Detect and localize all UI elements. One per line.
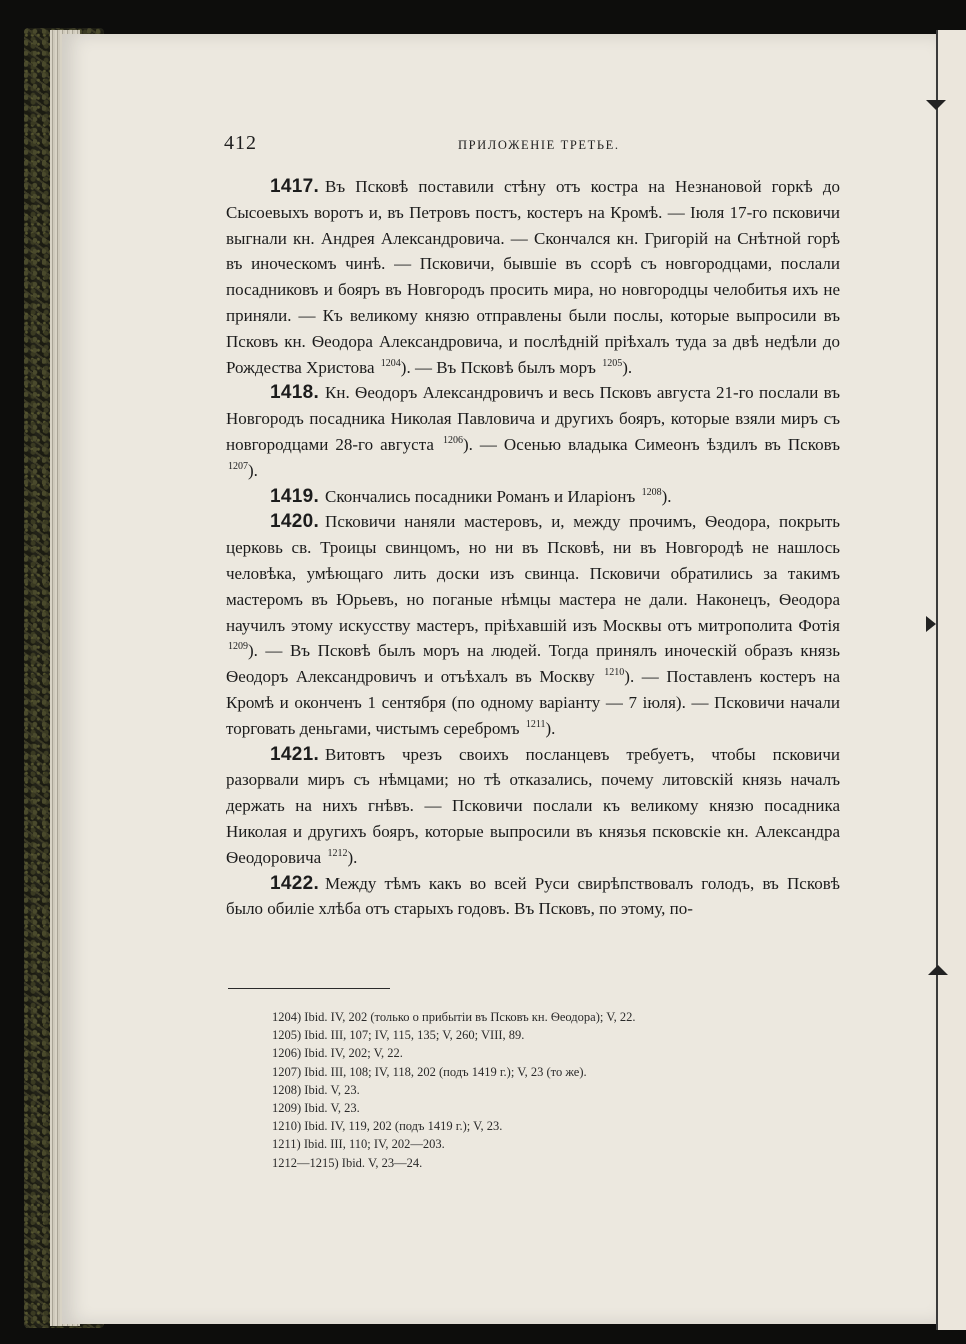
footnote-ref[interactable]: 1210 <box>604 667 625 679</box>
entry-1422 <box>226 871 840 923</box>
entry-text: ). — Въ Псковѣ былъ моръ на людей. Тогда принялъ иноческій образъ князь Ѳеодоръ Александровичъ и отъѣхалъ въ Москву <box>226 641 840 687</box>
footnote: 1204) Ibid. IV, 202 (только о прибытіи въ Псковъ кн. Ѳеодора); V, 22. <box>272 1010 636 1024</box>
page-number: 412 <box>224 132 257 154</box>
entry-year: 1417. <box>270 176 320 197</box>
entry-text: Витовтъ чрезъ своихъ посланцевъ требуетъ, чтобы псковичи разорвали миръ съ нѣмцами; но тѣ отказались, почему литовскій князь началъ держать на нихъ гнѣвъ. — Псковичи послали къ великому князю посадника Николая и другихъ бояръ, которые выпросили въ князья псковскіе кн. Александра Ѳеодоровича <box>226 744 840 867</box>
footnote: 1211) Ibid. III, 110; IV, 202—203. <box>272 1137 445 1152</box>
binding-mark-bottom <box>928 965 948 975</box>
entry-text: Въ Псковѣ поставили стѣну отъ костра на Незнановой горкѣ до Сысоевыхъ воротъ и, въ Петровъ постъ, костеръ на Кромѣ. — Іюля 17-го псковичи выгнали кн. Андрея Александровича. — Скончался кн. Григорій на Снѣтной горѣ въ иноческомъ чинѣ. — Псковичи, бывшіе въ ссорѣ съ новгородцами, послали посадниковъ и бояръ въ Новгородъ просить мира, но новгородцы челобитья ихъ не приняли. — Къ великому князю отправлены были послы, которые выпросили въ Псковъ кн. Ѳеодора Александровича, и послѣдній пріѣхалъ туда за двѣ недѣли до Рождества Христова <box>226 177 840 377</box>
footnote: 1212—1215) Ibid. V, 23—24. <box>272 1155 423 1170</box>
entry-year: 1418. <box>270 382 320 404</box>
running-title: ПРИЛОЖЕНІЕ ТРЕТЬЕ. <box>458 138 620 152</box>
entry-text: ). — Поставленъ костеръ на Кромѣ и оконченъ 1 сентября (по одному варіанту — 7 іюля). — Псковичи начали торговать деньгами, чистымъ серебромъ <box>226 667 840 738</box>
entry-year: 1421. <box>270 743 320 765</box>
entry-text: Псковичи наняли мастеровъ, и, между прочимъ, Ѳеодора, покрыть церковь св. Троицы свинцомъ, но ни въ Псковѣ, ни въ Новгородѣ не нашлось человѣка, умѣющаго лить доски изъ свинца. Псковичи обратились за такимъ мастеромъ въ Юрьевъ, но поганые нѣмцы мастера не дали. Наконецъ, Ѳеодора научилъ этому искусству мастеръ, пріѣхавшій изъ Москвы отъ митрополита Фотія <box>226 512 840 635</box>
entry-text: ). <box>248 460 258 480</box>
footnote-ref[interactable]: 1211 <box>525 718 546 730</box>
footnotes <box>272 1008 832 1172</box>
entry-text: ). <box>622 357 633 377</box>
footnote-divider <box>228 988 390 989</box>
next-page-edge <box>936 30 966 1330</box>
footnote-ref[interactable]: 1207 <box>228 460 248 472</box>
main-text <box>226 174 840 922</box>
entry-year: 1419. <box>270 485 320 507</box>
entry-text: ). <box>661 486 672 506</box>
entry-text: Скончались посадники Романъ и Иларіонъ <box>325 486 640 506</box>
entry-text: ). <box>545 718 556 738</box>
footnote: 1207) Ibid. III, 108; IV, 118, 202 (подъ 1419 г.); V, 23 (то же). <box>272 1064 587 1079</box>
footnote-ref[interactable]: 1204 <box>380 357 401 369</box>
binding-mark-middle <box>926 616 936 632</box>
entry-1417 <box>226 174 840 380</box>
footnote-ref[interactable]: 1209 <box>228 641 248 653</box>
footnote: 1208) Ibid. V, 23. <box>272 1082 360 1097</box>
footnote-ref[interactable]: 1212 <box>327 847 348 859</box>
entry-text: ). — Осенью владыка Симеонъ ѣздилъ въ Псковъ <box>462 434 840 454</box>
entry-1420 <box>226 509 840 741</box>
entry-1419 <box>226 484 840 510</box>
binding-mark-top <box>926 100 946 110</box>
entry-year: 1422. <box>270 872 320 894</box>
footnote-ref[interactable]: 1206 <box>442 434 463 446</box>
entry-text: ). — Въ Псковѣ былъ моръ <box>400 357 601 377</box>
entry-text: Кн. Ѳеодоръ Александровичъ и весь Псковъ августа 21-го послали въ Новгородъ посадника Николая Павловича и другихъ бояръ, которые взяли миръ съ новгородцами 28-го августа <box>226 383 840 454</box>
footnote: 1210) Ibid. IV, 119, 202 (подъ 1419 г.); V, 23. <box>272 1119 503 1134</box>
footnote-ref[interactable]: 1208 <box>641 486 662 498</box>
footnote: 1206) Ibid. IV, 202; V, 22. <box>272 1046 403 1061</box>
entry-text: Между тѣмъ какъ во всей Руси свирѣпствовалъ голодъ, въ Псковѣ было обиліе хлѣба отъ старыхъ годовъ. Въ Псковъ, по этому, по- <box>226 873 840 919</box>
page-header <box>224 132 840 156</box>
entry-year: 1420. <box>270 511 320 533</box>
footnote: 1205) Ibid. III, 107; IV, 115, 135; V, 260; VIII, 89. <box>272 1028 525 1043</box>
entry-1421 <box>226 742 840 871</box>
footnote-ref[interactable]: 1205 <box>602 357 623 369</box>
footnote: 1209) Ibid. V, 23. <box>272 1101 360 1116</box>
entry-1418 <box>226 380 840 483</box>
entry-text: ). <box>347 847 358 867</box>
